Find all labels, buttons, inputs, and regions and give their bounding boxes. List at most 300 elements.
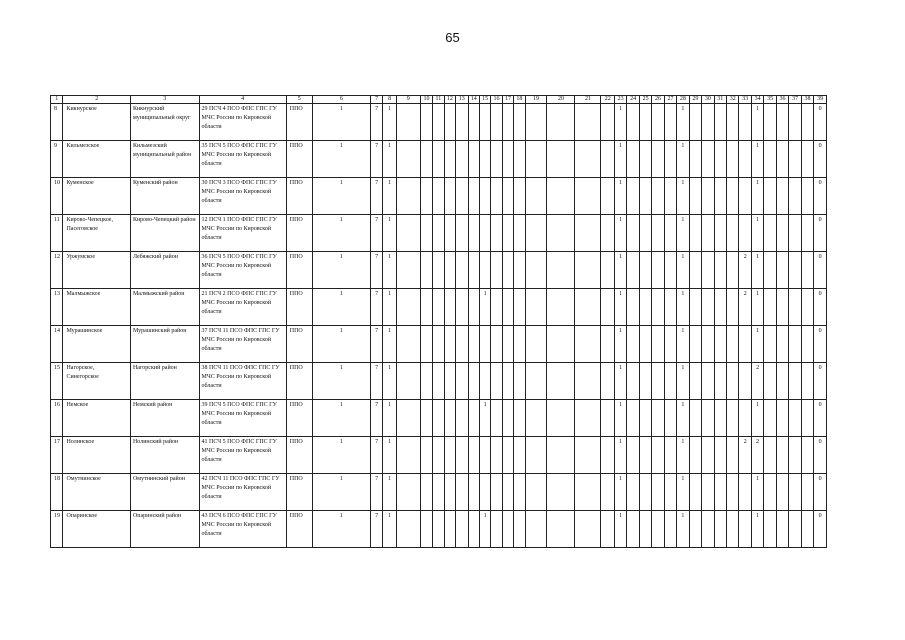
table-cell-empty (764, 215, 776, 252)
table-cell-empty (702, 178, 714, 215)
table-cell-empty (664, 363, 676, 400)
cell-n: 9 (51, 141, 63, 178)
cell-c15: 1 (479, 400, 490, 437)
table-cell-empty (652, 437, 664, 474)
table-cell-empty (714, 215, 726, 252)
cell-c7: 7 (370, 141, 382, 178)
cell-c23: 1 (614, 252, 626, 289)
column-number-cell: 17 (502, 96, 513, 104)
table-cell-empty (689, 511, 701, 548)
cell-n: 14 (51, 326, 63, 363)
table-cell-empty (776, 252, 788, 289)
cell-c34: 1 (751, 141, 763, 178)
table-row (51, 437, 827, 474)
table-cell-empty (652, 474, 664, 511)
table-cell-empty (601, 215, 615, 252)
table-cell-empty (491, 437, 502, 474)
column-number-cell: 26 (652, 96, 664, 104)
table-cell-empty (801, 474, 813, 511)
table-cell-empty (502, 215, 513, 252)
table-cell-empty (547, 289, 575, 326)
table-row (51, 178, 827, 215)
cell-c6: 1 (312, 511, 370, 548)
column-number-cell: 18 (514, 96, 525, 104)
table-cell-empty (575, 215, 601, 252)
cell-c32 (727, 289, 739, 326)
table-cell-empty (776, 474, 788, 511)
cell-unit: 12 ПСЧ 1 ПСО ФПС ГПС ГУ МЧС России по Кировской области (199, 215, 286, 252)
table-cell-empty (789, 215, 801, 252)
cell-unit: 41 ПСЧ 5 ПСО ФПС ГПС ГУ МЧС России по Кировской области (199, 437, 286, 474)
cell-c28: 1 (677, 289, 689, 326)
column-number-row (51, 96, 827, 104)
column-number-cell: 27 (664, 96, 676, 104)
fire-units-table-container (50, 95, 827, 548)
cell-c23: 1 (614, 289, 626, 326)
table-cell-empty (456, 104, 468, 141)
table-cell-empty (789, 474, 801, 511)
column-number-cell: 28 (677, 96, 689, 104)
cell-c6: 1 (312, 104, 370, 141)
cell-settlement: Опаринское (63, 511, 131, 548)
table-cell-empty (468, 437, 479, 474)
cell-c7: 7 (370, 437, 382, 474)
table-cell-empty (444, 363, 455, 400)
cell-c39: 0 (814, 141, 827, 178)
column-number-cell: 22 (601, 96, 615, 104)
table-cell-empty (764, 141, 776, 178)
cell-c7: 7 (370, 252, 382, 289)
table-cell-empty (525, 178, 547, 215)
cell-type: ППО (286, 215, 312, 252)
cell-c33 (739, 104, 751, 141)
cell-c15 (479, 252, 490, 289)
fire-units-table (50, 95, 827, 548)
table-cell-empty (639, 252, 651, 289)
table-cell-empty (789, 437, 801, 474)
table-cell-empty (420, 400, 432, 437)
table-cell-empty (396, 326, 420, 363)
cell-c8: 1 (383, 474, 397, 511)
cell-c32 (727, 437, 739, 474)
table-cell-empty (491, 141, 502, 178)
cell-district: Опаринский район (130, 511, 199, 548)
cell-unit: 21 ПСЧ 2 ПСО ФПС ГПС ГУ МЧС России по Кировской области (199, 289, 286, 326)
cell-c28: 1 (677, 178, 689, 215)
table-cell-empty (514, 326, 525, 363)
table-cell-empty (801, 363, 813, 400)
column-number-cell: 10 (420, 96, 432, 104)
cell-n: 18 (51, 474, 63, 511)
cell-c8: 1 (383, 400, 397, 437)
table-cell-empty (514, 104, 525, 141)
table-cell-empty (664, 326, 676, 363)
table-cell-empty (514, 178, 525, 215)
table-cell-empty (491, 178, 502, 215)
column-number-cell: 19 (525, 96, 547, 104)
table-cell-empty (525, 141, 547, 178)
cell-settlement: Нолинское (63, 437, 131, 474)
cell-type: ППО (286, 511, 312, 548)
cell-c28: 1 (677, 511, 689, 548)
table-cell-empty (468, 363, 479, 400)
table-cell-empty (601, 400, 615, 437)
table-cell-empty (444, 178, 455, 215)
column-number-cell: 4 (199, 96, 286, 104)
table-cell-empty (664, 511, 676, 548)
column-number-cell: 13 (456, 96, 468, 104)
table-cell-empty (801, 104, 813, 141)
cell-c32 (727, 104, 739, 141)
table-cell-empty (525, 104, 547, 141)
cell-c6: 1 (312, 474, 370, 511)
table-cell-empty (433, 104, 444, 141)
table-cell-empty (627, 141, 639, 178)
table-cell-empty (547, 363, 575, 400)
table-cell-empty (639, 326, 651, 363)
cell-n: 11 (51, 215, 63, 252)
table-cell-empty (702, 474, 714, 511)
table-cell-empty (514, 511, 525, 548)
table-cell-empty (639, 178, 651, 215)
table-cell-empty (444, 252, 455, 289)
table-cell-empty (420, 104, 432, 141)
table-cell-empty (801, 437, 813, 474)
table-cell-empty (714, 511, 726, 548)
table-cell-empty (433, 141, 444, 178)
table-cell-empty (525, 252, 547, 289)
cell-n: 12 (51, 252, 63, 289)
table-cell-empty (789, 326, 801, 363)
cell-c32 (727, 363, 739, 400)
table-cell-empty (525, 437, 547, 474)
table-cell-empty (664, 400, 676, 437)
table-cell-empty (420, 141, 432, 178)
cell-type: ППО (286, 400, 312, 437)
table-cell-empty (702, 104, 714, 141)
cell-c34: 1 (751, 474, 763, 511)
column-number-cell: 9 (396, 96, 420, 104)
table-cell-empty (502, 363, 513, 400)
column-number-cell: 8 (383, 96, 397, 104)
cell-type: ППО (286, 363, 312, 400)
table-cell-empty (627, 289, 639, 326)
cell-c7: 7 (370, 400, 382, 437)
table-cell-empty (547, 215, 575, 252)
column-number-cell: 2 (63, 96, 131, 104)
cell-c33: 2 (739, 252, 751, 289)
table-row (51, 474, 827, 511)
cell-c23: 1 (614, 400, 626, 437)
cell-c32 (727, 511, 739, 548)
cell-c6: 1 (312, 363, 370, 400)
table-cell-empty (444, 141, 455, 178)
cell-c33 (739, 141, 751, 178)
cell-n: 17 (51, 437, 63, 474)
table-cell-empty (714, 104, 726, 141)
column-number-cell: 34 (751, 96, 763, 104)
table-cell-empty (627, 511, 639, 548)
table-cell-empty (639, 474, 651, 511)
cell-c32 (727, 252, 739, 289)
table-cell-empty (547, 474, 575, 511)
cell-c28: 1 (677, 363, 689, 400)
table-cell-empty (627, 437, 639, 474)
table-cell-empty (514, 141, 525, 178)
cell-settlement: Куменское (63, 178, 131, 215)
table-cell-empty (396, 289, 420, 326)
cell-settlement: Кикнурское (63, 104, 131, 141)
table-cell-empty (468, 252, 479, 289)
cell-settlement: Омутнинское (63, 474, 131, 511)
table-cell-empty (433, 326, 444, 363)
table-cell-empty (525, 215, 547, 252)
table-cell-empty (514, 363, 525, 400)
table-row (51, 400, 827, 437)
cell-c39: 0 (814, 400, 827, 437)
cell-c15 (479, 104, 490, 141)
table-cell-empty (801, 252, 813, 289)
table-cell-empty (575, 141, 601, 178)
table-cell-empty (547, 326, 575, 363)
column-number-cell: 38 (801, 96, 813, 104)
column-number-cell: 36 (776, 96, 788, 104)
table-cell-empty (652, 178, 664, 215)
cell-settlement: Кирово-Чепецкое, Пасеговское (63, 215, 131, 252)
cell-c34: 1 (751, 400, 763, 437)
table-cell-empty (789, 178, 801, 215)
cell-c23: 1 (614, 363, 626, 400)
table-cell-empty (433, 252, 444, 289)
column-number-cell: 16 (491, 96, 502, 104)
table-cell-empty (601, 252, 615, 289)
table-cell-empty (714, 326, 726, 363)
cell-c23: 1 (614, 326, 626, 363)
cell-c39: 0 (814, 326, 827, 363)
table-cell-empty (456, 474, 468, 511)
cell-type: ППО (286, 141, 312, 178)
cell-c32 (727, 141, 739, 178)
table-cell-empty (702, 141, 714, 178)
cell-settlement: Немское (63, 400, 131, 437)
column-number-cell: 6 (312, 96, 370, 104)
table-cell-empty (714, 363, 726, 400)
cell-c6: 1 (312, 252, 370, 289)
table-cell-empty (547, 252, 575, 289)
table-cell-empty (776, 289, 788, 326)
cell-c6: 1 (312, 289, 370, 326)
cell-c33 (739, 363, 751, 400)
table-cell-empty (639, 400, 651, 437)
cell-type: ППО (286, 289, 312, 326)
table-cell-empty (575, 400, 601, 437)
table-cell-empty (801, 511, 813, 548)
column-number-cell: 7 (370, 96, 382, 104)
table-cell-empty (491, 215, 502, 252)
table-cell-empty (468, 511, 479, 548)
column-number-cell: 21 (575, 96, 601, 104)
table-cell-empty (525, 400, 547, 437)
table-cell-empty (502, 141, 513, 178)
table-cell-empty (801, 141, 813, 178)
table-row (51, 363, 827, 400)
table-cell-empty (689, 252, 701, 289)
table-cell-empty (502, 178, 513, 215)
column-number-cell: 14 (468, 96, 479, 104)
cell-n: 10 (51, 178, 63, 215)
cell-unit: 30 ПСЧ 3 ПСО ФПС ГПС ГУ МЧС России по Кировской области (199, 178, 286, 215)
table-cell-empty (444, 289, 455, 326)
table-cell-empty (491, 474, 502, 511)
table-cell-empty (714, 400, 726, 437)
table-cell-empty (547, 511, 575, 548)
column-number-cell: 35 (764, 96, 776, 104)
cell-district: Нагорский район (130, 363, 199, 400)
table-cell-empty (702, 437, 714, 474)
table-cell-empty (664, 289, 676, 326)
table-cell-empty (420, 511, 432, 548)
table-cell-empty (525, 511, 547, 548)
table-row (51, 326, 827, 363)
table-cell-empty (491, 326, 502, 363)
table-cell-empty (801, 289, 813, 326)
cell-c15 (479, 141, 490, 178)
table-cell-empty (776, 141, 788, 178)
table-cell-empty (776, 511, 788, 548)
table-cell-empty (456, 437, 468, 474)
cell-c39: 0 (814, 511, 827, 548)
cell-c15 (479, 363, 490, 400)
cell-c15 (479, 474, 490, 511)
cell-c28: 1 (677, 104, 689, 141)
table-cell-empty (433, 437, 444, 474)
table-cell-empty (396, 437, 420, 474)
cell-c23: 1 (614, 511, 626, 548)
cell-c39: 0 (814, 474, 827, 511)
cell-district: Омутнинский район (130, 474, 199, 511)
cell-n: 16 (51, 400, 63, 437)
cell-c15 (479, 215, 490, 252)
cell-c28: 1 (677, 252, 689, 289)
cell-c7: 7 (370, 289, 382, 326)
table-cell-empty (627, 474, 639, 511)
page-number: 65 (445, 30, 460, 45)
table-cell-empty (491, 363, 502, 400)
cell-district: Куменский район (130, 178, 199, 215)
cell-c7: 7 (370, 326, 382, 363)
table-cell-empty (801, 400, 813, 437)
table-cell-empty (764, 104, 776, 141)
table-cell-empty (525, 363, 547, 400)
table-cell-empty (396, 511, 420, 548)
cell-district: Лебяжский район (130, 252, 199, 289)
table-cell-empty (547, 400, 575, 437)
table-cell-empty (444, 326, 455, 363)
table-cell-empty (664, 474, 676, 511)
table-cell-empty (689, 289, 701, 326)
cell-c34: 1 (751, 104, 763, 141)
column-number-cell: 39 (814, 96, 827, 104)
cell-settlement: Малмыжское (63, 289, 131, 326)
table-cell-empty (502, 511, 513, 548)
cell-type: ППО (286, 104, 312, 141)
table-cell-empty (502, 400, 513, 437)
cell-unit: 29 ПСЧ 4 ПСО ФПС ГПС ГУ МЧС России по Кировской области (199, 104, 286, 141)
table-cell-empty (456, 363, 468, 400)
table-cell-empty (664, 437, 676, 474)
cell-c8: 1 (383, 326, 397, 363)
column-number-cell: 24 (627, 96, 639, 104)
cell-c39: 0 (814, 289, 827, 326)
column-number-cell: 23 (614, 96, 626, 104)
cell-c8: 1 (383, 215, 397, 252)
table-cell-empty (502, 474, 513, 511)
table-cell-empty (689, 400, 701, 437)
table-cell-empty (652, 252, 664, 289)
cell-c33: 2 (739, 437, 751, 474)
table-cell-empty (444, 474, 455, 511)
cell-c33 (739, 178, 751, 215)
cell-n: 15 (51, 363, 63, 400)
cell-unit: 43 ПСЧ 6 ПСО ФПС ГПС ГУ МЧС России по Кировской области (199, 511, 286, 548)
table-cell-empty (639, 289, 651, 326)
table-cell-empty (789, 363, 801, 400)
table-cell-empty (444, 400, 455, 437)
cell-c28: 1 (677, 474, 689, 511)
table-cell-empty (601, 178, 615, 215)
table-cell-empty (776, 104, 788, 141)
cell-c7: 7 (370, 363, 382, 400)
table-cell-empty (444, 437, 455, 474)
cell-c15: 1 (479, 289, 490, 326)
table-cell-empty (627, 104, 639, 141)
table-cell-empty (627, 252, 639, 289)
table-cell-empty (396, 252, 420, 289)
table-cell-empty (468, 474, 479, 511)
cell-c34: 1 (751, 252, 763, 289)
cell-district: Кирово-Чепецкий район (130, 215, 199, 252)
cell-c39: 0 (814, 178, 827, 215)
cell-c15 (479, 326, 490, 363)
table-cell-empty (468, 289, 479, 326)
table-cell-empty (776, 363, 788, 400)
table-cell-empty (514, 437, 525, 474)
cell-c33 (739, 326, 751, 363)
table-cell-empty (396, 215, 420, 252)
cell-unit: 42 ПСЧ 11 ПСО ФПС ГПС ГУ МЧС России по Кировской области (199, 474, 286, 511)
table-cell-empty (433, 511, 444, 548)
table-cell-empty (601, 104, 615, 141)
table-cell-empty (764, 437, 776, 474)
table-cell-empty (639, 511, 651, 548)
table-cell-empty (601, 511, 615, 548)
table-cell-empty (689, 104, 701, 141)
cell-type: ППО (286, 474, 312, 511)
table-cell-empty (652, 141, 664, 178)
table-cell-empty (525, 326, 547, 363)
cell-c33 (739, 511, 751, 548)
table-cell-empty (652, 289, 664, 326)
table-cell-empty (456, 400, 468, 437)
table-row (51, 141, 827, 178)
cell-c33 (739, 215, 751, 252)
table-cell-empty (801, 326, 813, 363)
table-cell-empty (491, 400, 502, 437)
table-cell-empty (776, 178, 788, 215)
table-cell-empty (456, 215, 468, 252)
table-cell-empty (502, 326, 513, 363)
table-cell-empty (702, 400, 714, 437)
